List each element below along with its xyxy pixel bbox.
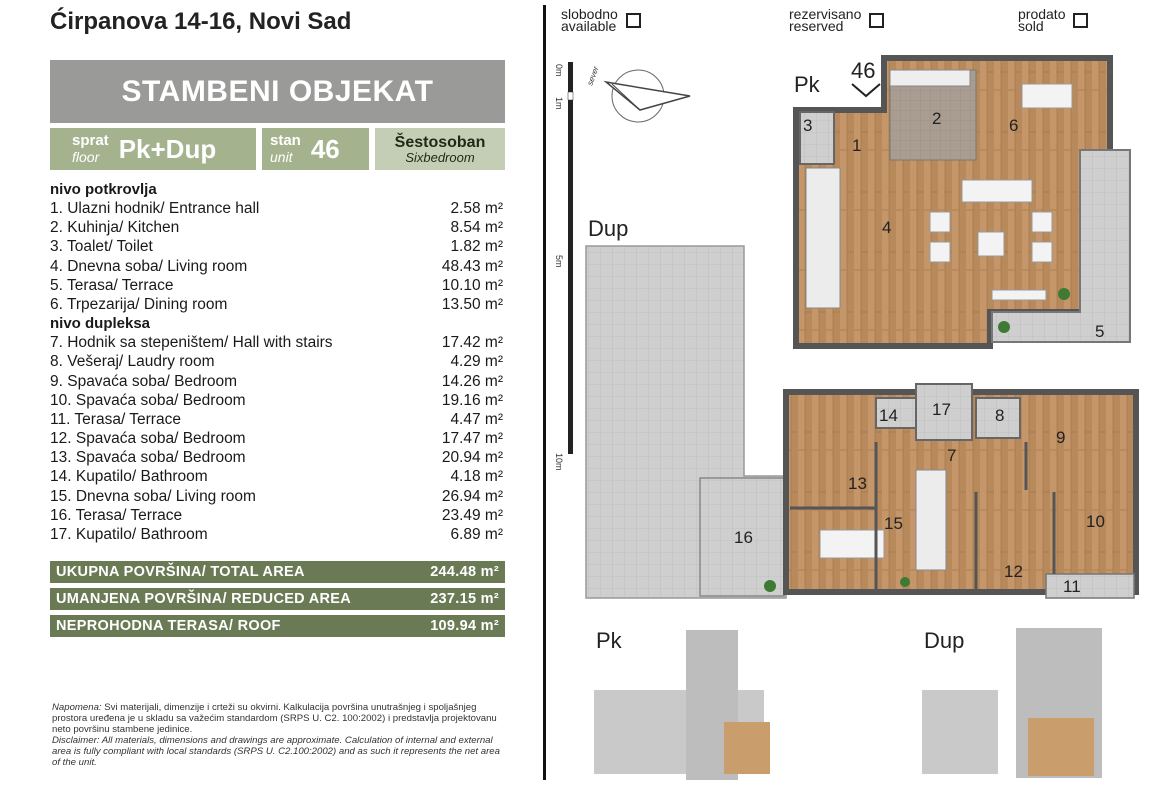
room-area: 13.50 m²: [441, 295, 503, 313]
note-text: Svi materijali, dimenzije i crteži su okvirni. Kalkulacija površina unutrašnjeg i spoljašnjeg prostora uređena je u skladu sa važećim standardom (SRPS U. C2. 100:2002) i predstavlja projektovanu neto površinu stambene jedinice.: [52, 702, 497, 735]
legend-sold-sr: prodato: [1018, 6, 1066, 22]
legend-available-en: available: [561, 18, 617, 34]
key-label-dup: Dup: [924, 628, 965, 653]
section-attic: nivo potkrovlja: [50, 181, 157, 198]
unit-value: 46: [310, 133, 340, 164]
room-name: 4. Dnevna soba/ Living room: [50, 257, 248, 275]
room-name: 13. Spavaća soba/ Bedroom: [50, 449, 246, 467]
plan-label-dup: Dup: [588, 216, 629, 241]
total-value: 244.48 m²: [430, 564, 499, 580]
room-name: 6. Trpezarija/ Dining room: [50, 295, 228, 313]
room-area: 1.82 m²: [450, 238, 503, 256]
room-name: 2. Kuhinja/ Kitchen: [50, 219, 180, 237]
total-value: 109.94 m²: [430, 618, 499, 634]
total-label: NEPROHODNA TERASA/ ROOF: [56, 618, 281, 634]
room-area: 2.58 m²: [450, 200, 503, 217]
room-number: 4: [882, 218, 892, 237]
room-number: 11: [1063, 577, 1081, 596]
room-number: 16: [734, 528, 753, 547]
section-duplex: nivo dupleksa: [50, 315, 151, 333]
room-name: 9. Spavaća soba/ Bedroom: [50, 372, 237, 390]
legend-available-sr: slobodno: [561, 6, 618, 22]
room-number: 15: [884, 514, 903, 533]
room-area: 4.47 m²: [450, 410, 503, 428]
room-area: 48.43 m²: [441, 257, 503, 275]
room-number: 3: [803, 116, 813, 135]
total-label: UMANJENA POVRŠINA/ REDUCED AREA: [56, 591, 352, 607]
plan-unit-number: 46: [851, 58, 876, 83]
room-area: 23.49 m²: [441, 506, 503, 524]
scale-0m: 0m: [554, 64, 564, 77]
room-number: 9: [1056, 428, 1066, 447]
scale-bar: [554, 62, 573, 471]
room-number: 13: [848, 474, 867, 493]
room-area: 26.94 m²: [441, 487, 503, 505]
floor-label-en: floor: [72, 149, 100, 165]
room-number: 2: [932, 109, 942, 128]
unit-type-label: Šestosoban: [394, 133, 486, 151]
room-number: 17: [932, 400, 951, 419]
room-name: 5. Terasa/ Terrace: [50, 276, 174, 294]
room-area: 20.94 m²: [441, 449, 503, 467]
legend-sold-en: sold: [1018, 18, 1044, 34]
room-area: 17.47 m²: [441, 430, 503, 448]
room-name: 16. Terasa/ Terrace: [50, 506, 183, 524]
room-name: 15. Dnevna soba/ Living room: [50, 487, 256, 505]
unit-label: stan: [270, 132, 301, 149]
note-disclaimer: Disclaimer: All materials, dimensions and drawings are approximate. Calculation of internal and external area is fully compliant with local standards (SRPS U. C2.100:2002) and as such it represents the net area of the unit.: [52, 735, 500, 768]
room-number: 12: [1004, 562, 1023, 581]
total-label: UKUPNA POVRŠINA/ TOTAL AREA: [56, 564, 305, 580]
scale-10m: 10m: [554, 453, 564, 471]
room-number: 7: [947, 446, 957, 465]
key-label-pk: Pk: [596, 628, 622, 653]
room-area: 6.89 m²: [450, 526, 503, 543]
room-name: 14. Kupatilo/ Bathroom: [50, 468, 208, 486]
north-label: sever: [585, 65, 601, 87]
scale-1m: 1m: [554, 97, 564, 110]
room-area: 8.54 m²: [450, 219, 503, 237]
room-area: 17.42 m²: [441, 334, 503, 352]
note-label: Napomena:: [52, 702, 102, 713]
room-name: 7. Hodnik sa stepeništem/ Hall with stairs: [50, 334, 333, 352]
room-name: 8. Vešeraj/ Laudry room: [50, 353, 215, 371]
room-number: 1: [852, 136, 862, 155]
pk-floor-plan: [796, 58, 1130, 346]
plan-label-pk: Pk: [794, 72, 820, 97]
room-number: 5: [1095, 322, 1105, 341]
room-name: 12. Spavaća soba/ Bedroom: [50, 430, 246, 448]
north-arrow-icon: [585, 65, 690, 122]
legend-reserved-sr: rezervisano: [789, 6, 862, 22]
room-number: 6: [1009, 116, 1019, 135]
room-name: 17. Kupatilo/ Bathroom: [50, 526, 208, 543]
unit-label-en: unit: [270, 149, 293, 165]
room-area: 4.18 m²: [450, 468, 503, 486]
room-area: 4.29 m²: [450, 353, 503, 371]
entrance-chevron-icon: [852, 84, 880, 96]
floor-label: sprat: [72, 132, 109, 149]
room-area: 14.26 m²: [441, 372, 503, 390]
legend-reserved-en: reserved: [789, 18, 844, 34]
room-name: 1. Ulazni hodnik/ Entrance hall: [50, 200, 260, 217]
room-area: 19.16 m²: [441, 391, 503, 409]
room-number: 14: [879, 406, 898, 425]
page-title: Ćirpanova 14-16, Novi Sad: [50, 8, 352, 35]
scale-5m: 5m: [554, 255, 564, 268]
room-name: 10. Spavaća soba/ Bedroom: [50, 391, 246, 409]
room-name: 11. Terasa/ Terrace: [50, 410, 181, 428]
room-name: 3. Toalet/ Toilet: [50, 238, 153, 256]
room-area: 10.10 m²: [441, 276, 503, 294]
total-value: 237.15 m²: [430, 591, 499, 607]
room-number: 8: [995, 406, 1005, 425]
unit-type-label-en: Sixbedroom: [405, 149, 475, 165]
room-number: 10: [1086, 512, 1105, 531]
building-banner: STAMBENI OBJEKAT: [50, 60, 505, 123]
floor-value: Pk+Dup: [118, 133, 217, 164]
